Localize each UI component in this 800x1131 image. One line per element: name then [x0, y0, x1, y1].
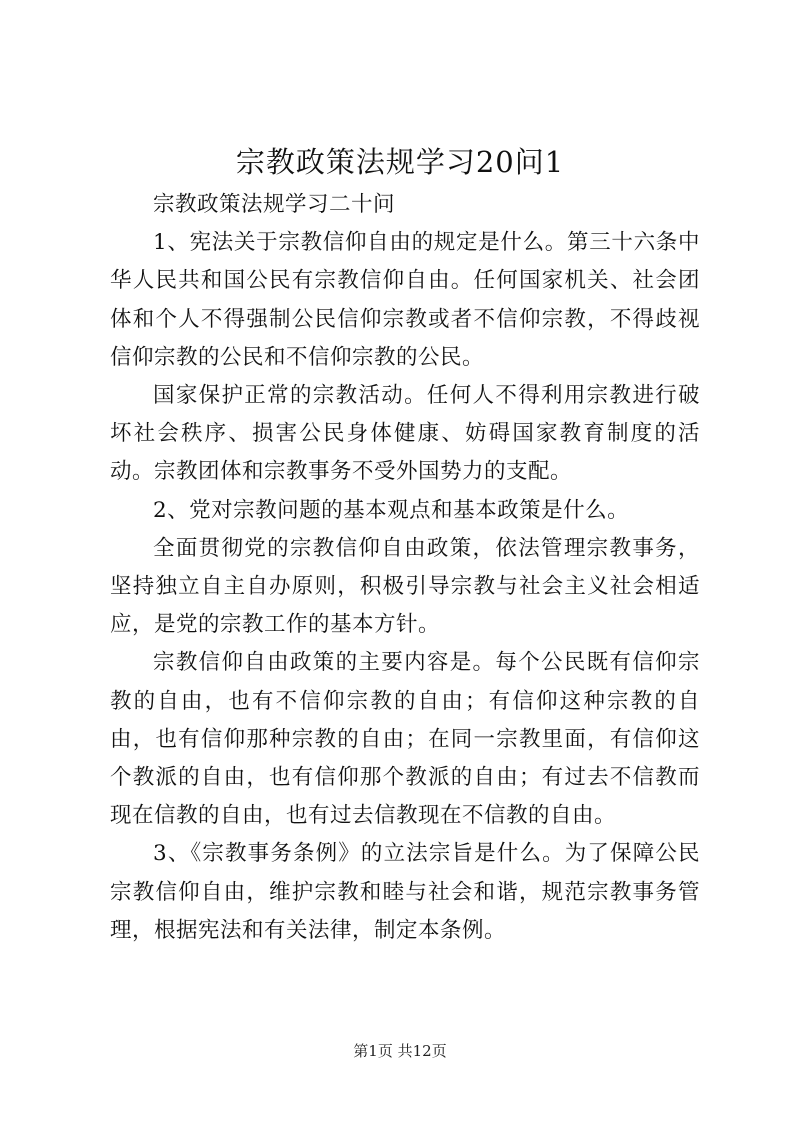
document-title: 宗教政策法规学习20问1	[235, 145, 565, 179]
paragraph-q2-policy: 宗教信仰自由政策的主要内容是。每个公民既有信仰宗教的自由，也有不信仰宗教的自由；有信仰这种宗教的自由，也有信仰那种宗教的自由；在同一宗教里面，有信仰这个教派的自由，也有信仰那个教派的自由；有过去不信教而现在信教的自由，也有过去信教现在不信教的自由。	[110, 650, 700, 829]
paragraph-q2: 2、党对宗教问题的基本观点和基本政策是什么。	[153, 497, 630, 523]
paragraph-q3: 3、《宗教事务条例》的立法宗旨是什么。为了保障公民宗教信仰自由，维护宗教和睦与社会和谐，规范宗教事务管理，根据宪法和有关法律，制定本条例。	[110, 841, 700, 943]
paragraph-q1: 1、宪法关于宗教信仰自由的规定是什么。第三十六条中华人民共和国公民有宗教信仰自由。任何国家机关、社会团体和个人不得强制公民信仰宗教或者不信仰宗教，不得歧视信仰宗教的公民和不信仰宗教的公民。	[110, 230, 700, 370]
document-body	[110, 186, 700, 950]
paragraph-q1-continued: 国家保护正常的宗教活动。任何人不得利用宗教进行破坏社会秩序、损害公民身体健康、妨碍国家教育制度的活动。宗教团体和宗教事务不受外国势力的支配。	[110, 383, 700, 485]
page-number-label: 第1页 共12页	[353, 1042, 447, 1060]
paragraph-subtitle: 宗教政策法规学习二十问	[153, 192, 396, 217]
page-footer	[0, 1040, 800, 1062]
paragraph-q2-answer: 全面贯彻党的宗教信仰自由政策，依法管理宗教事务，坚持独立自主自办原则，积极引导宗教与社会主义社会相适应，是党的宗教工作的基本方针。	[110, 535, 700, 638]
